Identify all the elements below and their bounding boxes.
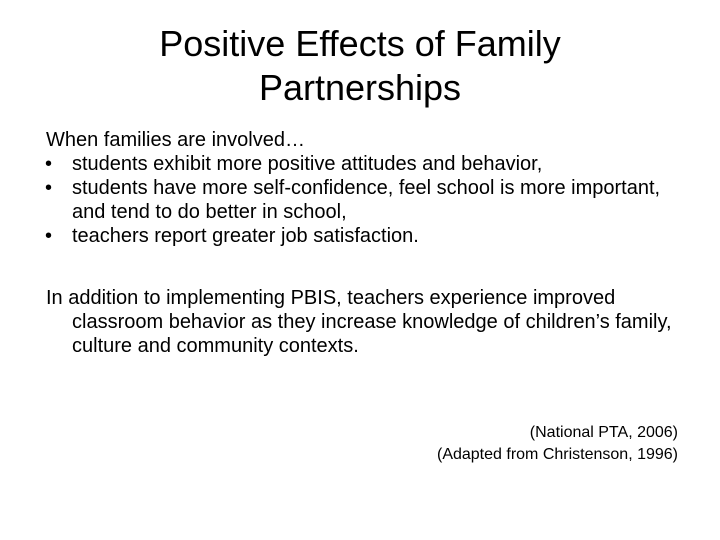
citations: [360, 422, 678, 466]
bullet-list: [36, 152, 684, 248]
slide-body: [36, 128, 684, 358]
slide-title-line-1: Positive Effects of Family: [159, 23, 561, 64]
lead-line: When families are involved…: [46, 129, 305, 151]
slide-title-line-2: Partnerships: [258, 67, 462, 108]
summary-paragraph: In addition to implementing PBIS, teachers experience improved classroom behavior as they increase knowledge of children’s family, culture and community contexts.: [46, 287, 672, 357]
bullet-text: teachers report greater job satisfaction.: [72, 225, 419, 247]
bullet-text: students have more self-confidence, feel school is more important, and tend to do better in school,: [72, 177, 661, 223]
citation-1: (National PTA, 2006): [529, 424, 678, 441]
bullet-item: [36, 152, 684, 176]
bullet-item: [36, 176, 684, 224]
bullet-text: students exhibit more positive attitudes and behavior,: [72, 153, 543, 175]
bullet-item: [36, 224, 684, 248]
bullet-icon: •: [45, 177, 53, 199]
slide-title: [36, 22, 684, 110]
citation-2: (Adapted from Christenson, 1996): [436, 446, 678, 463]
bullet-icon: •: [45, 153, 53, 175]
bullet-icon: •: [45, 225, 53, 247]
